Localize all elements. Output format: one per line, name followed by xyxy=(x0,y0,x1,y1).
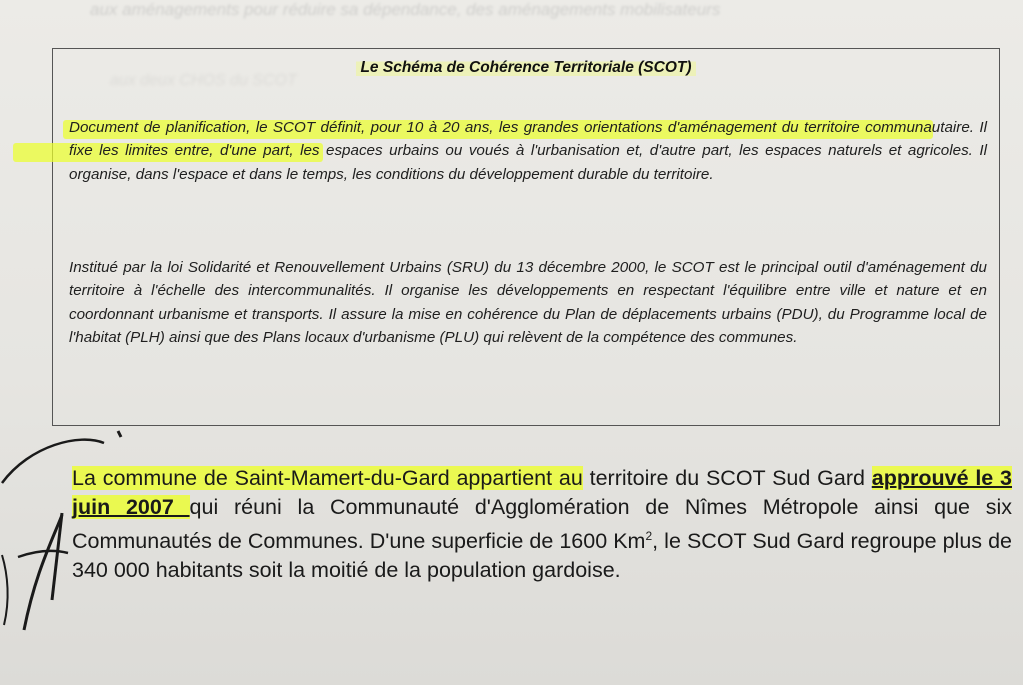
box-paragraph-2: Institué par la loi Solidarité et Renouvellement Urbains (SRU) du 13 décembre 2000, le SCOT est le principal outil d'aménagement du territoire à l'échelle des intercommunalités. Il organise les développements en respectant l'équilibre entre ville et nature et en coordonnant urbanisme et transports. Il assure la mise en cohérence du Plan de déplacements urbains (PDU), du Programme local de l'habitat (PLH) ainsi que des Plans locaux d'urbanisme (PLU) qui relèvent de la compétence des communes. xyxy=(69,259,987,346)
scot-info-box xyxy=(52,48,1000,426)
box-title: Le Schéma de Cohérence Territoriale (SCOT) xyxy=(53,59,999,77)
bleed-through-text-2: aux deux CHOS du SCOT xyxy=(110,72,297,89)
body-paragraph: La commune de Saint-Mamert-du-Gard appartient au territoire du SCOT Sud Gard approuvé le 3 juin 2007 qui réuni la Communauté d'Agglomération de Nîmes Métropole ainsi que six Communautés de Communes. D'une superficie de 1600 Km$^2$, le SCOT Sud Gard regroupe plus de 340 000 habitants soit la moitié de la population gardoise. xyxy=(72,466,1013,583)
handwritten-mark xyxy=(0,425,140,655)
highlighted-definition: Document de planification, le SCOT définit, pour 10 à 20 ans, les grandes orientations d'aménagement du territoire communautaire. xyxy=(69,119,975,136)
highlighted-commune-text: La commune de Saint-Mamert-du-Gard appartient au xyxy=(72,466,583,490)
box-paragraph-1: Document de planification, le SCOT définit, pour 10 à 20 ans, les grandes orientations d'aménagement du territoire communautaire. Il fixe les limites entre, d'une part, les espaces urbains ou voués à l'urbanisation et, d'autre part, les espaces naturels et agricoles. Il organise, dans l'espace et dans le temps, les conditions du développement durable du territoire. xyxy=(69,119,987,183)
bleed-through-text: aux aménagements pour réduire sa dépendance, des aménagements mobilisateurs xyxy=(90,0,721,19)
approval-date: approuvé le 3 juin 2007 xyxy=(72,466,1012,519)
